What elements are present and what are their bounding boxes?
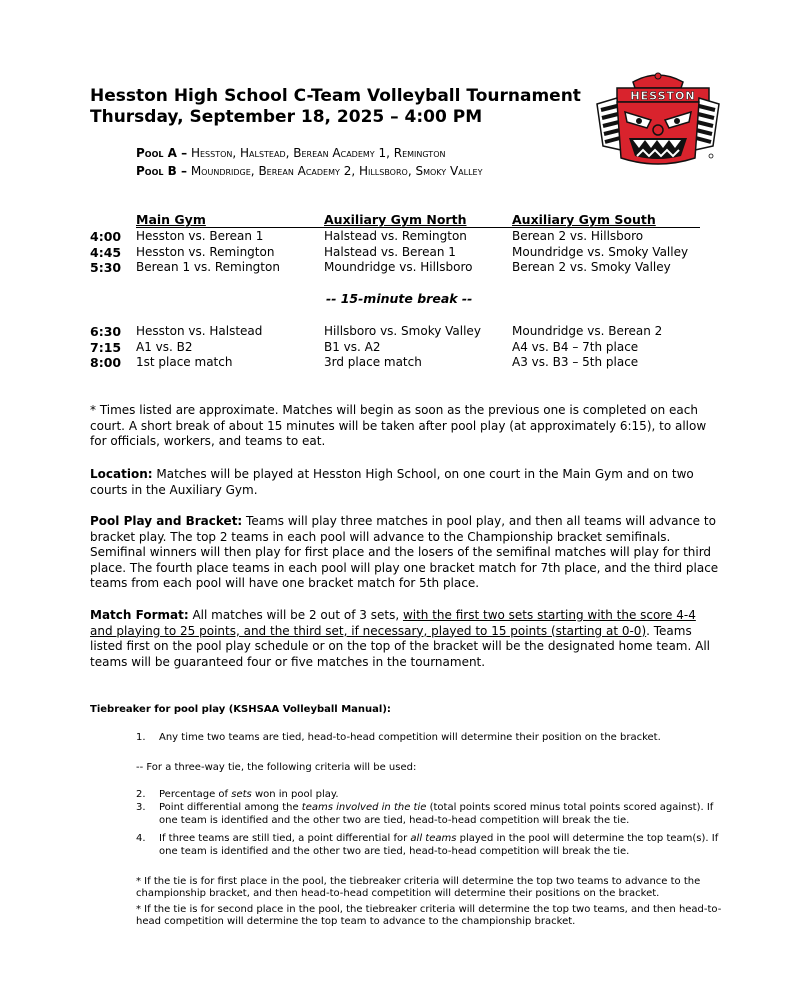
hesston-swather-logo	[593, 70, 723, 170]
time-slot: 6:30	[90, 324, 122, 339]
pool-b-label: Pool B –	[136, 164, 187, 178]
time-slot: 4:45	[90, 245, 122, 260]
match-cell: A4 vs. B4 – 7th place	[512, 340, 639, 354]
match-cell: A1 vs. B2	[136, 340, 193, 354]
first-place-tie-note: * If the tie is for first place in the pool, the tiebreaker criteria will determine the top two teams to advance to the championship bracket, and then head-to-head competition will determine their positions on the bracket.	[136, 876, 701, 899]
list-number: 1.	[136, 732, 146, 743]
match-cell: Hesston vs. Berean 1	[136, 229, 264, 243]
time-slot: 4:00	[90, 229, 122, 244]
location-text: Matches will be played at Hesston High School, on one court in the Main Gym and on two courts in the Auxiliary Gym.	[90, 467, 694, 497]
match-format-text: All matches will be 2 out of 3 sets,	[188, 608, 403, 622]
pool-a-label: Pool A –	[136, 146, 188, 160]
pool-b-line	[136, 164, 482, 178]
match-cell: Hillsboro vs. Smoky Valley	[324, 324, 481, 338]
match-format-label: Match Format:	[90, 608, 189, 622]
match-format-paragraph	[90, 608, 722, 670]
break-label: -- 15-minute break --	[326, 291, 473, 306]
item-text: Percentage of	[159, 789, 232, 800]
match-cell: Hesston vs. Remington	[136, 245, 275, 259]
match-cell: Moundridge vs. Hillsboro	[324, 260, 473, 274]
header-rule	[136, 227, 700, 228]
tiebreaker-item-4	[159, 833, 729, 858]
match-cell: 1st place match	[136, 355, 233, 369]
match-format-text-end: . Teams listed first on the pool play schedule or on the top of the bracket will be the designated home team. All teams will be guaranteed four or five matches in the tournament.	[90, 623, 710, 669]
pool-a-teams: Hesston, Halstead, Berean Academy 1, Remington	[190, 146, 446, 160]
item-emphasis: sets	[231, 789, 252, 800]
times-note: * Times listed are approximate. Matches will begin as soon as the previous one is completed on each court. A short break of about 15 minutes will be taken after pool play (at approximately 6:15), to allow for officials, workers, and teams to eat.	[90, 403, 707, 448]
pool-play-label: Pool Play and Bracket:	[90, 514, 243, 528]
logo-text: HESSTON	[630, 89, 696, 103]
list-number: 3.	[136, 802, 146, 813]
pool-play-paragraph	[90, 514, 722, 592]
match-cell: B1 vs. A2	[324, 340, 381, 354]
item-text: (total points scored minus total points scored against). If one team is identified and the other two are tied, head-to-head competition will break the tie.	[159, 802, 714, 826]
tiebreaker-item-3	[159, 802, 729, 827]
pool-a-line	[136, 146, 445, 160]
list-number: 2.	[136, 789, 146, 800]
match-cell: Berean 2 vs. Smoky Valley	[512, 260, 671, 274]
item-text: Point differential among the	[159, 802, 302, 813]
match-cell: Halstead vs. Berean 1	[324, 245, 456, 259]
item-emphasis: teams involved in the tie	[301, 802, 427, 813]
page-subtitle-date: Thursday, September 18, 2025 – 4:00 PM	[90, 107, 483, 127]
item-text: If three teams are still tied, a point differential for	[159, 833, 411, 844]
three-way-note: -- For a three-way tie, the following criteria will be used:	[136, 762, 417, 773]
location-paragraph	[90, 467, 722, 498]
match-cell: Hesston vs. Halstead	[136, 324, 263, 338]
time-slot: 7:15	[90, 340, 122, 355]
tiebreaker-item-2	[159, 789, 729, 802]
second-place-tie-note: * If the tie is for second place in the pool, the tiebreaker criteria will determine the top two teams, and then head-to-head competition will determine the top team to advance to the championship bracket.	[136, 904, 722, 927]
match-cell: Moundridge vs. Smoky Valley	[512, 245, 689, 259]
match-cell: A3 vs. B3 – 5th place	[512, 355, 639, 369]
page-title: Hesston High School C-Team Volleyball Tournament	[90, 86, 581, 106]
column-header-main-gym: Main Gym	[136, 212, 206, 227]
match-cell: Moundridge vs. Berean 2	[512, 324, 663, 338]
pool-play-text: Teams will play three matches in pool play, and then all teams will advance to bracket play. The top 2 teams in each pool will advance to the Championship bracket semifinals. Semifinal winners will then play for first place and the losers of the semifinal matches will play for third place. The fourth place teams in each pool will play one bracket match for 7th place, and the third place teams from each pool will have one bracket match for 5th place.	[90, 514, 719, 590]
match-cell: Berean 1 vs. Remington	[136, 260, 280, 274]
pool-b-teams: Moundridge, Berean Academy 2, Hillsboro, Smoky Valley	[190, 164, 483, 178]
match-format-underlined: with the first two sets starting with the score 4-4 and playing to 25 points, and the third set, if necessary, played to 15 points (starting at 0-0)	[90, 608, 696, 638]
item-emphasis: all teams	[410, 833, 457, 844]
match-cell: Berean 2 vs. Hillsboro	[512, 229, 644, 243]
location-label: Location:	[90, 467, 153, 481]
column-header-aux-north: Auxiliary Gym North	[324, 212, 467, 227]
list-number: 4.	[136, 833, 146, 844]
item-text: played in the pool will determine the top team(s). If one team is identified and the other two are tied, head-to-head competition will break the tie.	[159, 833, 719, 857]
column-header-aux-south: Auxiliary Gym South	[512, 212, 656, 227]
time-slot: 5:30	[90, 260, 122, 275]
match-cell: 3rd place match	[324, 355, 422, 369]
time-slot: 8:00	[90, 355, 122, 370]
tiebreaker-heading: Tiebreaker for pool play (KSHSAA Volleyball Manual):	[90, 704, 391, 715]
item-text: won in pool play.	[251, 789, 339, 800]
tiebreaker-item-1: Any time two teams are tied, head-to-head competition will determine their position on the bracket.	[159, 732, 661, 743]
match-cell: Halstead vs. Remington	[324, 229, 467, 243]
